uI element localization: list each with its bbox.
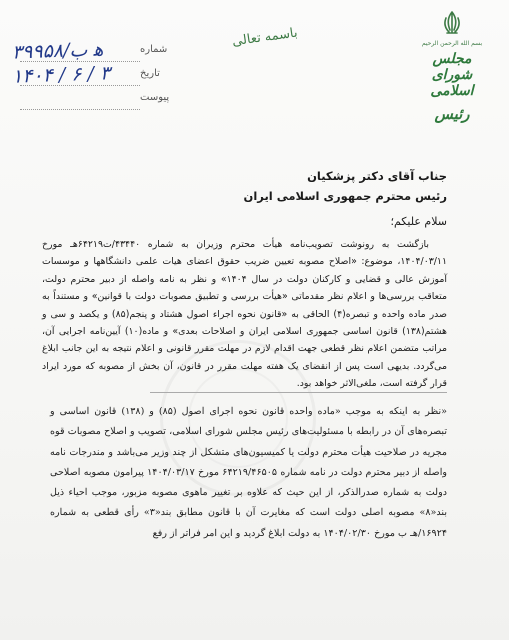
number-label: شماره	[140, 44, 168, 55]
letterhead-emblem	[412, 8, 492, 123]
letter-metadata	[10, 40, 180, 112]
quote-paragraph: «نظر به اینکه به موجب «ماده واحده قانون نحوه اجرای اصول (۸۵) و (۱۳۸) قانون اساسی و تبصره‌های آن در رابطه با مسئولیت‌های رئیس مجلس شورای اسلامی، تصویب و اصلاح مصوبات قوه مجریه در صلاحیت هیأت محترم دولت یا کمیسیون‌های متشکل از چند وزیر می‌باشد و مندرجات نامه واصله از دبیر محترم دولت در نامه شماره ۶۴۲۱۹/۴۶۵۰۵ مورخ ۱۴۰۴/۰۳/۱۷ پیرامون مصوبه اصلاحی دولت به شماره صدرالذکر، از این حیث که علاوه بر تغییر ماهوی مصوبه مزبور، موجب احیاء ذیل بند«۸» مصوبه اصلی دولت است که مغایرت آن با قانون مطابق بند«۳» رأی قطعی به شماره ۱۶۹۲۴/هـ ب مورخ ۱۴۰۴/۰۲/۳۰ به دولت ابلاغ گردید و این امر فراتر از رفع	[50, 406, 447, 539]
attachment-underline	[20, 109, 140, 110]
date-label: تاریخ	[140, 68, 160, 79]
body-paragraph: بازگشت به رونوشت تصویب‌نامه هیأت محترم وزیران به شماره ۴۳۴۴۰/ت۶۴۲۱۹هـ مورخ ۱۴۰۴/۰۳/۱۱، موضوع: «اصلاح مصوبه تعیین ضریب حقوق اعضای هیات علمی دانشگاهها و موسسات آموزش عالی و قضایی و کارکنان دولت در سال ۱۴۰۴» و نظر به نامه واصله از دبیر محترم دولت، متعاقب بررسی‌ها و اعلام نظر مقدماتی «هیأت بررسی و تطبیق مصوبات دولت با قوانین» و مستنداً به صدر ماده واحده و تبصره(۴) الحاقی به «قانون نحوه اجراء اصول هشتاد و پنجم(۸۵) و یکصد و سی و هشتم(۱۳۸) قانون اساسی جمهوری اسلامی ایران و اصلاحات بعدی» و ماده(۱۰) آیین‌نامه اجرایی آن، مراتب متضمن اعلام نظر قطعی جهت اقدام لازم در مهلت مقرر قانونی و اعلام نتیجه به این جانب ابلاغ می‌گردد. بدیهی است پس از انقضای یک هفته مهلت مقرر در قانون، آن بخش از مصوبه که مورد ایراد قرار گرفته است، ملغی‌الاثر خواهد بود.	[42, 239, 447, 390]
greeting: سلام علیکم؛	[390, 215, 447, 228]
number-value: ۳۹۹۵۸/ه‍ ب	[11, 38, 104, 64]
basmala-text: بسم الله الرحمن الرحیم	[421, 40, 483, 47]
institution-role: رئیس	[434, 105, 470, 123]
center-mark: باسمه تعالی	[231, 25, 299, 50]
quoted-opinion	[50, 402, 447, 544]
date-value: ۱۴۰۴ / ۶ / ۳	[11, 62, 111, 88]
attachment-row	[10, 88, 180, 112]
number-row	[10, 40, 180, 64]
attachment-label: پیوست	[140, 92, 170, 103]
addressee-block	[187, 166, 447, 206]
addressee-title: رئیس محترم جمهوری اسلامی ایران	[243, 189, 447, 203]
quote-divider	[150, 392, 447, 393]
institution-name: مجلس شورای اسلامی	[430, 51, 474, 99]
number-underline	[20, 61, 140, 62]
date-row	[10, 64, 180, 88]
islamic-republic-emblem-icon	[437, 8, 467, 38]
addressee-name: جناب آقای دکتر پزشکیان	[307, 169, 447, 183]
date-underline	[20, 85, 140, 86]
